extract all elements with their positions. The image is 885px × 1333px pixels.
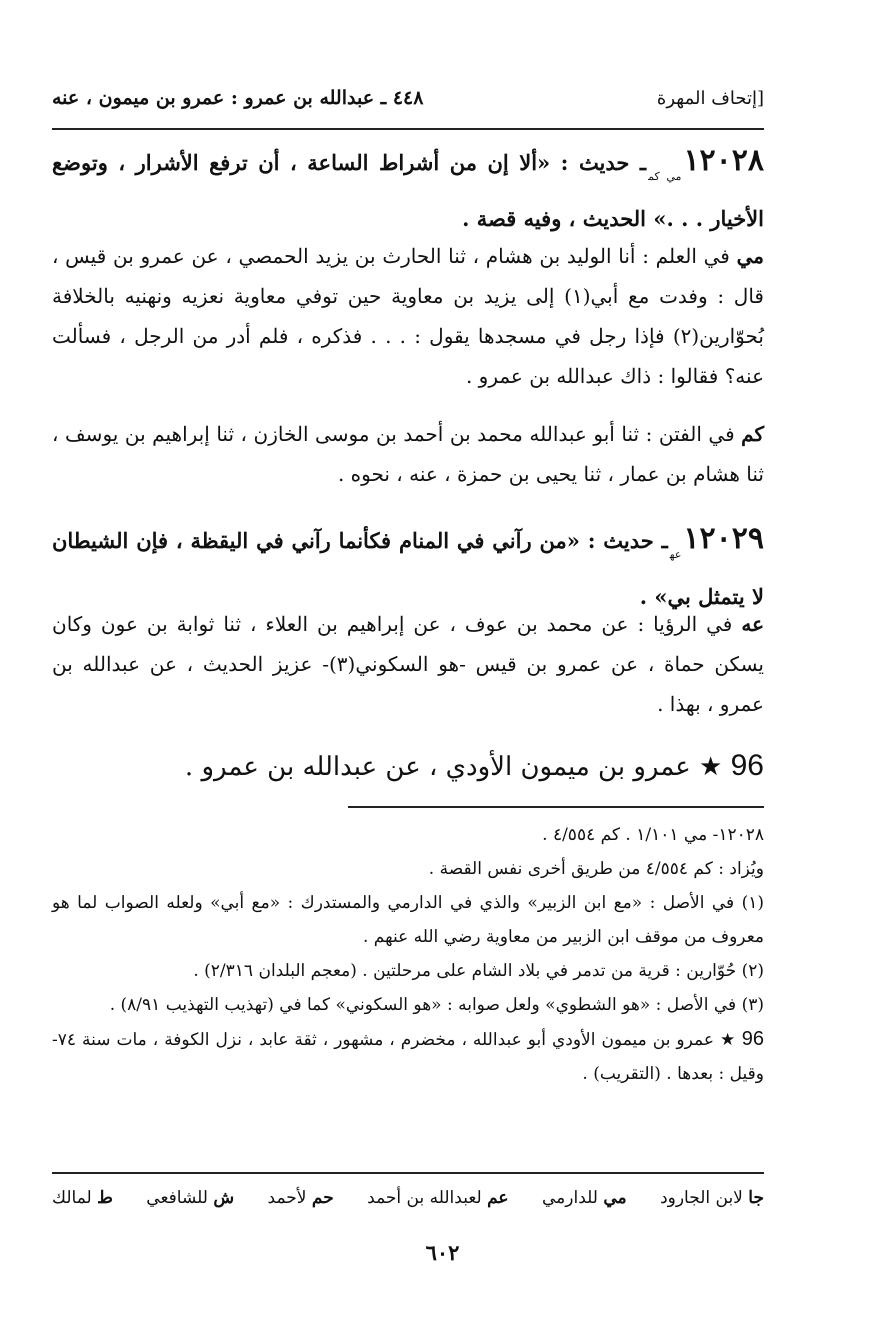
siglum-item: عم لعبدالله بن أحمد bbox=[367, 1188, 509, 1208]
hadith-12029 bbox=[52, 518, 764, 618]
chapter-title: عمرو بن ميمون الأودي ، عن عبدالله بن عمرو . bbox=[184, 752, 691, 782]
header-rule bbox=[52, 128, 764, 130]
hadith-12028 bbox=[52, 140, 764, 240]
isnad-text: في العلم : أنا الوليد بن هشام ، ثنا الحارث بن يزيد الحمصي ، عن عمرو بن قيس ، قال : وفدت مع أبي(١) إلى يزيد بن معاوية حين توفي معاوية نعزيه ونهنيه بالخلافة بُحوّارين(٢) فإذا رجل في مسجدها يقول : . . . فذكره ، فلم أدر من الرجل ، فسألت عنه؟ فقالوا : ذاك عبدالله بن عمرو . bbox=[52, 244, 764, 388]
isnad-paragraph bbox=[52, 236, 764, 396]
header-book-title: [إتحاف المهرة bbox=[656, 87, 764, 109]
hadith-text: ـ حديث : «ألا إن من أشراط الساعة ، أن ترفع الأشرار ، وتوضع الأخيار . . .» الحديث ، وفيه قصة . bbox=[52, 150, 764, 231]
footnote: (٣) في الأصل : «هو الشطوي» ولعل صوابه : «هو السكوني» كما في (تهذيب التهذيب ٨/٩١) . bbox=[109, 995, 764, 1015]
footnote: ويُزاد : كم ٤/٥٥٤ من طريق أخرى نفس القصة . bbox=[428, 859, 764, 879]
sigla-rule bbox=[52, 1172, 764, 1174]
hadith-sources: عه bbox=[669, 548, 682, 561]
siglum-item: مي للدارمي bbox=[542, 1188, 627, 1208]
footnote-narrator bbox=[52, 1022, 764, 1091]
hadith-text: ـ حديث : «من رآني في المنام فكأنما رآني في اليقظة ، فإن الشيطان لا يتمثل بي» . bbox=[52, 528, 764, 609]
footnote: ١٢٠٢٨- مي ١/١٠١ . كم ٤/٥٥٤ . bbox=[542, 825, 764, 845]
footnote-number: 96 bbox=[741, 1028, 765, 1050]
footnotes bbox=[52, 818, 764, 1091]
siglum-item: حم لأحمد bbox=[267, 1188, 334, 1208]
isnad-text: في الفتن : ثنا أبو عبدالله محمد بن أحمد بن موسى الخازن ، ثنا إبراهيم بن يوسف ، ثنا هشام بن عمار ، ثنا يحيى بن حمزة ، عنه ، نحوه . bbox=[52, 422, 764, 486]
page-number: ٦٠٢ bbox=[425, 1240, 460, 1265]
footnote: (١) في الأصل : «مع ابن الزبير» والذي في الدارمي والمستدرك : «مع أبي» ولعله الصواب لما هو معروف من موقف ابن الزبير من معاوية رضي الله عنهم . bbox=[52, 893, 764, 947]
footnote: (٢) حُوّارين : قرية من تدمر في بلاد الشام على مرحلتين . (معجم البلدان ٢/٣١٦) . bbox=[193, 961, 764, 981]
narrator-chapter-heading bbox=[52, 744, 764, 789]
isnad-text: في الرؤيا : عن محمد بن عوف ، عن إبراهيم بن العلاء ، ثنا ثوابة بن عون وكان يسكن حماة ، عن عمرو بن قيس -هو السكوني(٣)- عزيز الحديث ، عن عبدالله بن عمرو ، بهذا . bbox=[52, 612, 764, 716]
running-header bbox=[52, 78, 764, 118]
header-page-title: ٤٤٨ ـ عبدالله بن عمرو : عمرو بن ميمون ، عنه bbox=[52, 87, 424, 109]
siglum-item: جا لابن الجارود bbox=[660, 1188, 764, 1208]
hadith-number: ١٢٠٢٩ bbox=[683, 521, 764, 556]
isnad-paragraph bbox=[52, 414, 764, 494]
footnote-rule bbox=[348, 806, 764, 808]
footnote-text: عمرو بن ميمون الأودي أبو عبدالله ، مخضرم ، مشهور ، ثقة عابد ، نزل الكوفة ، مات سنة ٧٤- وقيل : بعدها . (التقريب) . bbox=[52, 1030, 764, 1084]
source-siglum: كم bbox=[741, 422, 765, 446]
hadith-sources: مي كم bbox=[648, 170, 682, 183]
chapter-number: 96 bbox=[730, 749, 764, 782]
source-siglum: مي bbox=[736, 244, 764, 268]
siglum-item: ط لمالك bbox=[52, 1188, 113, 1208]
source-siglum: عه bbox=[741, 612, 765, 636]
hadith-number: ١٢٠٢٨ bbox=[683, 143, 765, 178]
star-icon: ★ bbox=[719, 1030, 736, 1050]
star-icon: ★ bbox=[699, 752, 723, 782]
sigla-legend bbox=[52, 1188, 764, 1208]
siglum-item: ش للشافعي bbox=[146, 1188, 235, 1208]
isnad-paragraph bbox=[52, 604, 764, 724]
